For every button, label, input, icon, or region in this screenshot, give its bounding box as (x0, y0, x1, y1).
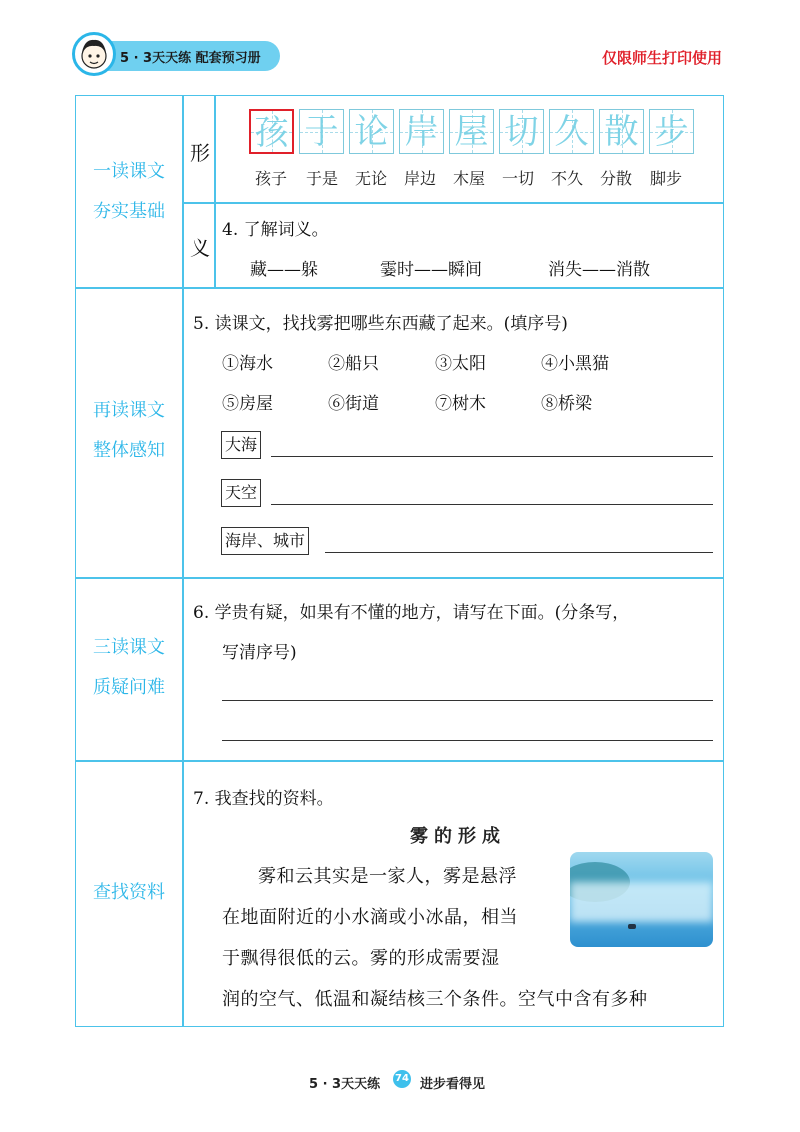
section-label-2b: 整体感知 (93, 440, 165, 461)
question-7: 7. 我查找的资料。 (193, 789, 334, 809)
row-divider (75, 760, 724, 762)
option: ②船只 (328, 354, 379, 374)
reference-text-line: 在地面附近的小水滴或小冰晶，相当 (222, 907, 518, 928)
column-divider (214, 95, 216, 287)
option: ⑤房屋 (222, 394, 273, 414)
vocab-word: 无论 (355, 169, 388, 188)
vocab-word: 脚步 (650, 169, 683, 188)
blank-label-sky: 天空 (221, 479, 261, 507)
tracing-box[interactable]: 切 (499, 109, 544, 154)
yi-label: 义 (190, 236, 210, 260)
vocab-word: 分散 (600, 169, 633, 188)
vocab-word: 不久 (551, 169, 584, 188)
vocab-word: 木屋 (453, 169, 486, 188)
vocab-word: 岸边 (404, 169, 437, 188)
page-number: 74 (393, 1070, 411, 1088)
reference-text-line: 于飘得很低的云。雾的形成需要湿 (222, 948, 500, 969)
answer-line-q6-2[interactable] (222, 740, 713, 741)
mascot-icon (72, 32, 116, 76)
row-divider (75, 287, 724, 289)
option: ④小黑猫 (541, 354, 609, 374)
word-pair: 藏——躲 (250, 260, 318, 280)
brand-title: 5 · 3天天练 配套预习册 (120, 51, 261, 66)
tracing-box[interactable]: 散 (599, 109, 644, 154)
section-label-3a: 三读课文 (93, 637, 165, 658)
vocab-word: 孩子 (255, 169, 288, 188)
tracing-box[interactable]: 岸 (399, 109, 444, 154)
row-divider (75, 577, 724, 579)
option: ①海水 (222, 354, 273, 374)
question-4: 4. 了解词义。 (222, 220, 329, 240)
answer-line-sky[interactable] (271, 504, 713, 505)
section-label-4: 查找资料 (93, 882, 165, 903)
footer-slogan: 进步看得见 (420, 1077, 486, 1092)
row-divider (182, 202, 724, 204)
option: ⑦树木 (435, 394, 486, 414)
question-6-line1: 6. 学贵有疑，如果有不懂的地方，请写在下面。(分条写， (193, 603, 630, 623)
answer-line-sea[interactable] (271, 456, 713, 457)
section-label-1b: 夯实基础 (93, 201, 165, 222)
section-label-1a: 一读课文 (93, 161, 165, 182)
option: ⑥街道 (328, 394, 379, 414)
option: ③太阳 (435, 354, 486, 374)
tracing-box[interactable]: 于 (299, 109, 344, 154)
answer-line-q6-1[interactable] (222, 700, 713, 701)
vocab-word: 一切 (502, 169, 535, 188)
word-pair: 霎时——瞬间 (380, 260, 482, 280)
section-label-2a: 再读课文 (93, 400, 165, 421)
tracing-box[interactable]: 孩 (249, 109, 294, 154)
tracing-box[interactable]: 论 (349, 109, 394, 154)
xing-label: 形 (190, 141, 210, 165)
word-pair: 消失——消散 (548, 260, 650, 280)
option: ⑧桥梁 (541, 394, 592, 414)
question-6-line2: 写清序号) (222, 643, 297, 663)
section-label-3b: 质疑问难 (93, 677, 165, 698)
fog-photo (570, 852, 713, 947)
tracing-box[interactable]: 久 (549, 109, 594, 154)
question-5: 5. 读课文，找找雾把哪些东西藏了起来。(填序号) (193, 314, 568, 334)
tracing-box[interactable]: 步 (649, 109, 694, 154)
reference-title: 雾的形成 (410, 826, 506, 847)
blank-label-coast: 海岸、城市 (221, 527, 309, 555)
print-note: 仅限师生打印使用 (601, 49, 722, 67)
footer-brand: 5 · 3天天练 (309, 1077, 381, 1092)
reference-text-line: 润的空气、低温和凝结核三个条件。空气中含有多种 (222, 989, 648, 1010)
tracing-box[interactable]: 屋 (449, 109, 494, 154)
reference-text-line: 雾和云其实是一家人，雾是悬浮 (258, 866, 517, 887)
answer-line-coast[interactable] (325, 552, 713, 553)
vocab-word: 于是 (306, 169, 339, 188)
blank-label-sea: 大海 (221, 431, 261, 459)
